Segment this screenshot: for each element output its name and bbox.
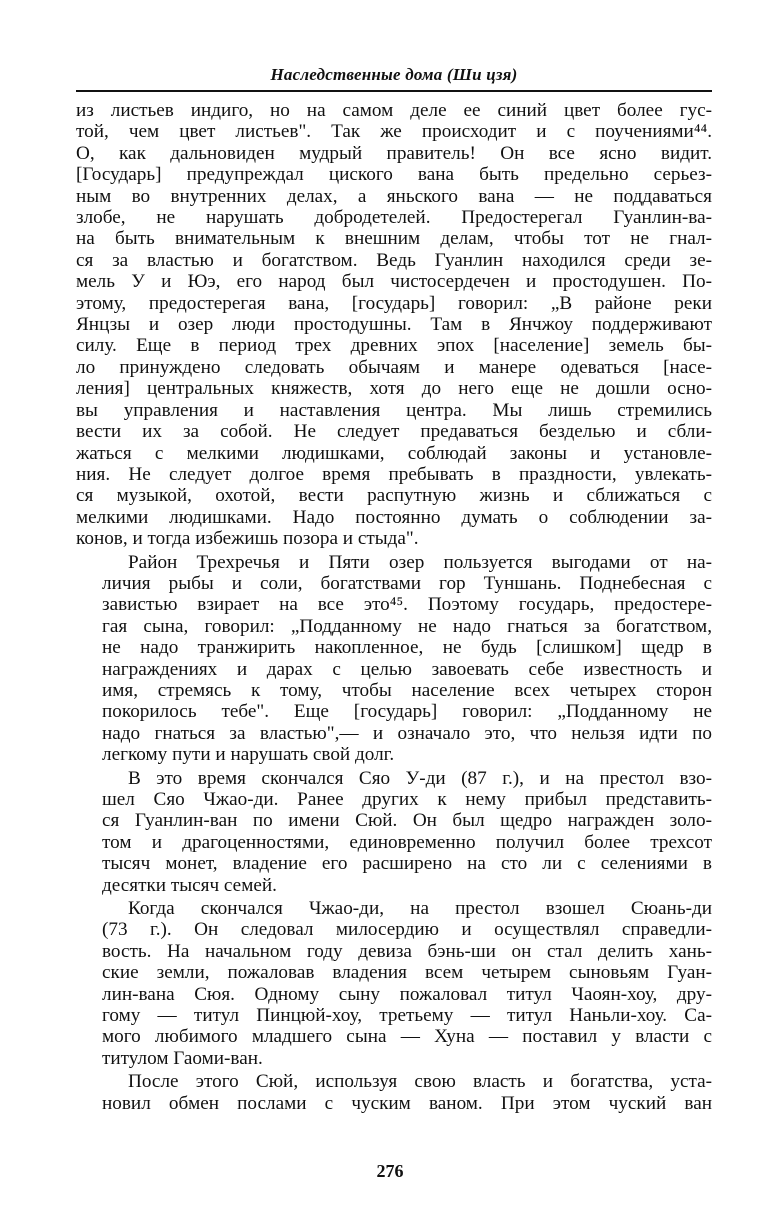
text-line: десятки тысяч семей. [102, 874, 277, 896]
text-line: ным во внутренних делах, а яньского вана — не поддаваться [76, 185, 712, 207]
text-line: ления] центральных княжеств, хотя до него еще не дошли осно- [76, 378, 712, 400]
text-line: имя, стремясь к тому, чтобы население всех четырех сторон [102, 679, 712, 701]
text-line: не надо транжирить накопленное, не будь [слишком] щедр в [102, 637, 712, 659]
page-number: 276 [376, 1161, 404, 1181]
text-line: ло принуждено следовать обычаям и манере одеваться [насе- [76, 356, 712, 378]
text-line: ся за властью и богатством. Ведь Гуанлин находился среди зе- [76, 249, 712, 271]
paragraph [76, 898, 712, 1069]
text-line: ся Гуанлин-ван по имени Сюй. Он был щедро награжден золо- [102, 810, 712, 832]
text-line: Янцзы и озер люди простодушны. Там в Янчжоу поддерживают [76, 314, 712, 336]
text-line: (73 г.). Он следовал милосердию и осуществлял справедли- [102, 919, 712, 941]
text-line: мель У и Юэ, его народ был чистосердечен и простодушен. По- [76, 271, 712, 293]
text-line: вести их за собой. Не следует предаваться безделью и сбли- [76, 421, 712, 443]
text-line: шел Сяо Чжао-ди. Ранее других к нему прибыл представить- [102, 789, 712, 810]
text-line: мого любимого младшего сына — Хуна — поставил у власти с [102, 1026, 712, 1048]
paragraph [76, 552, 712, 766]
text-line: злобе, не нарушать добродетелей. Предостерегал Гуанлин-ва- [76, 207, 712, 229]
text-line: [Государь] предупреждал циского вана быть предельно серьез- [76, 164, 712, 186]
text-line: надо гнаться за властью",— и означало это, что нельзя идти по [102, 722, 712, 744]
text-line: завистью взирает на все это⁴⁵. Поэтому государь, предостере- [102, 594, 712, 616]
text-line: жаться с мелкими людишками, соблюдай законы и установле- [76, 442, 712, 464]
text-line: титулом Гаоми-ван. [102, 1047, 263, 1069]
text-line: награждениях и дарах с целью завоевать себе известность и [102, 658, 712, 680]
text-line: вость. На начальном году девиза бэнь-ши он стал делить хань- [102, 940, 712, 962]
text-line: легкому пути и нарушать свой долг. [102, 744, 395, 766]
body-text [76, 100, 712, 1114]
text-line: Район Трехречья и Пяти озер пользуется выгодами от на- [128, 551, 712, 573]
paragraph [76, 1071, 712, 1114]
text-line: После этого Сюй, используя свою власть и богатства, уста- [128, 1071, 712, 1093]
text-line: на быть внимательным к внешним делам, чтобы тот не гнал- [76, 228, 712, 250]
header-rule [76, 90, 712, 92]
text-line: В это время скончался Сяо У-ди (87 г.), и на престол взо- [128, 767, 712, 789]
text-line: покорилось тебе". Еще [государь] говорил: „Подданному не [102, 701, 712, 723]
text-line: личия рыбы и соли, богатствами гор Туншань. Поднебесная с [102, 572, 712, 594]
text-line: лин-вана Сюя. Одному сыну пожаловал титул Чаоян-хоу, дру- [102, 983, 712, 1005]
running-header: Наследственные дома (Ши цзя) [270, 65, 518, 84]
text-line: этому, предостерегая вана, [государь] говорил: „В районе реки [76, 292, 712, 314]
text-line: тысяч монет, владение его расширено на сто ли с селениями в [102, 853, 712, 875]
text-line: гая сына, говорил: „Подданному не надо гнаться за богатством, [102, 615, 712, 637]
text-line: силу. Еще в период трех древних эпох [население] земель бы- [76, 335, 712, 357]
text-line: мелкими людишками. Надо постоянно думать о соблюдении за- [76, 506, 712, 528]
text-line: конов, и тогда избежишь позора и стыда". [76, 528, 419, 550]
text-line: из листьев индиго, но на самом деле ее синий цвет более гус- [76, 100, 712, 121]
text-line: ния. Не следует долгое время пребывать в праздности, увлекать- [76, 463, 712, 485]
text-line: ские земли, пожаловав владения всем четырем сыновьям Гуан- [102, 962, 712, 984]
text-line: вы управления и наставления центра. Мы лишь стремились [76, 399, 712, 421]
text-line: новил обмен послами с чуским ваном. При этом чуский ван [102, 1092, 712, 1114]
text-line: том и драгоценностями, единовременно получил более трехсот [102, 831, 712, 853]
text-line: гому — титул Пинцюй-хоу, третьему — титул Наньли-хоу. Са- [102, 1005, 712, 1027]
text-line: О, как дальновиден мудрый правитель! Он все ясно видит. [76, 142, 712, 164]
text-line: Когда скончался Чжао-ди, на престол взошел Сюань-ди [128, 898, 712, 920]
text-line: ся музыкой, охотой, вести распутную жизнь и сближаться с [76, 485, 712, 507]
paragraph [76, 100, 712, 550]
paragraph [76, 768, 712, 896]
text-line: той, чем цвет листьев". Так же происходит и с поучениями⁴⁴. [76, 121, 712, 143]
